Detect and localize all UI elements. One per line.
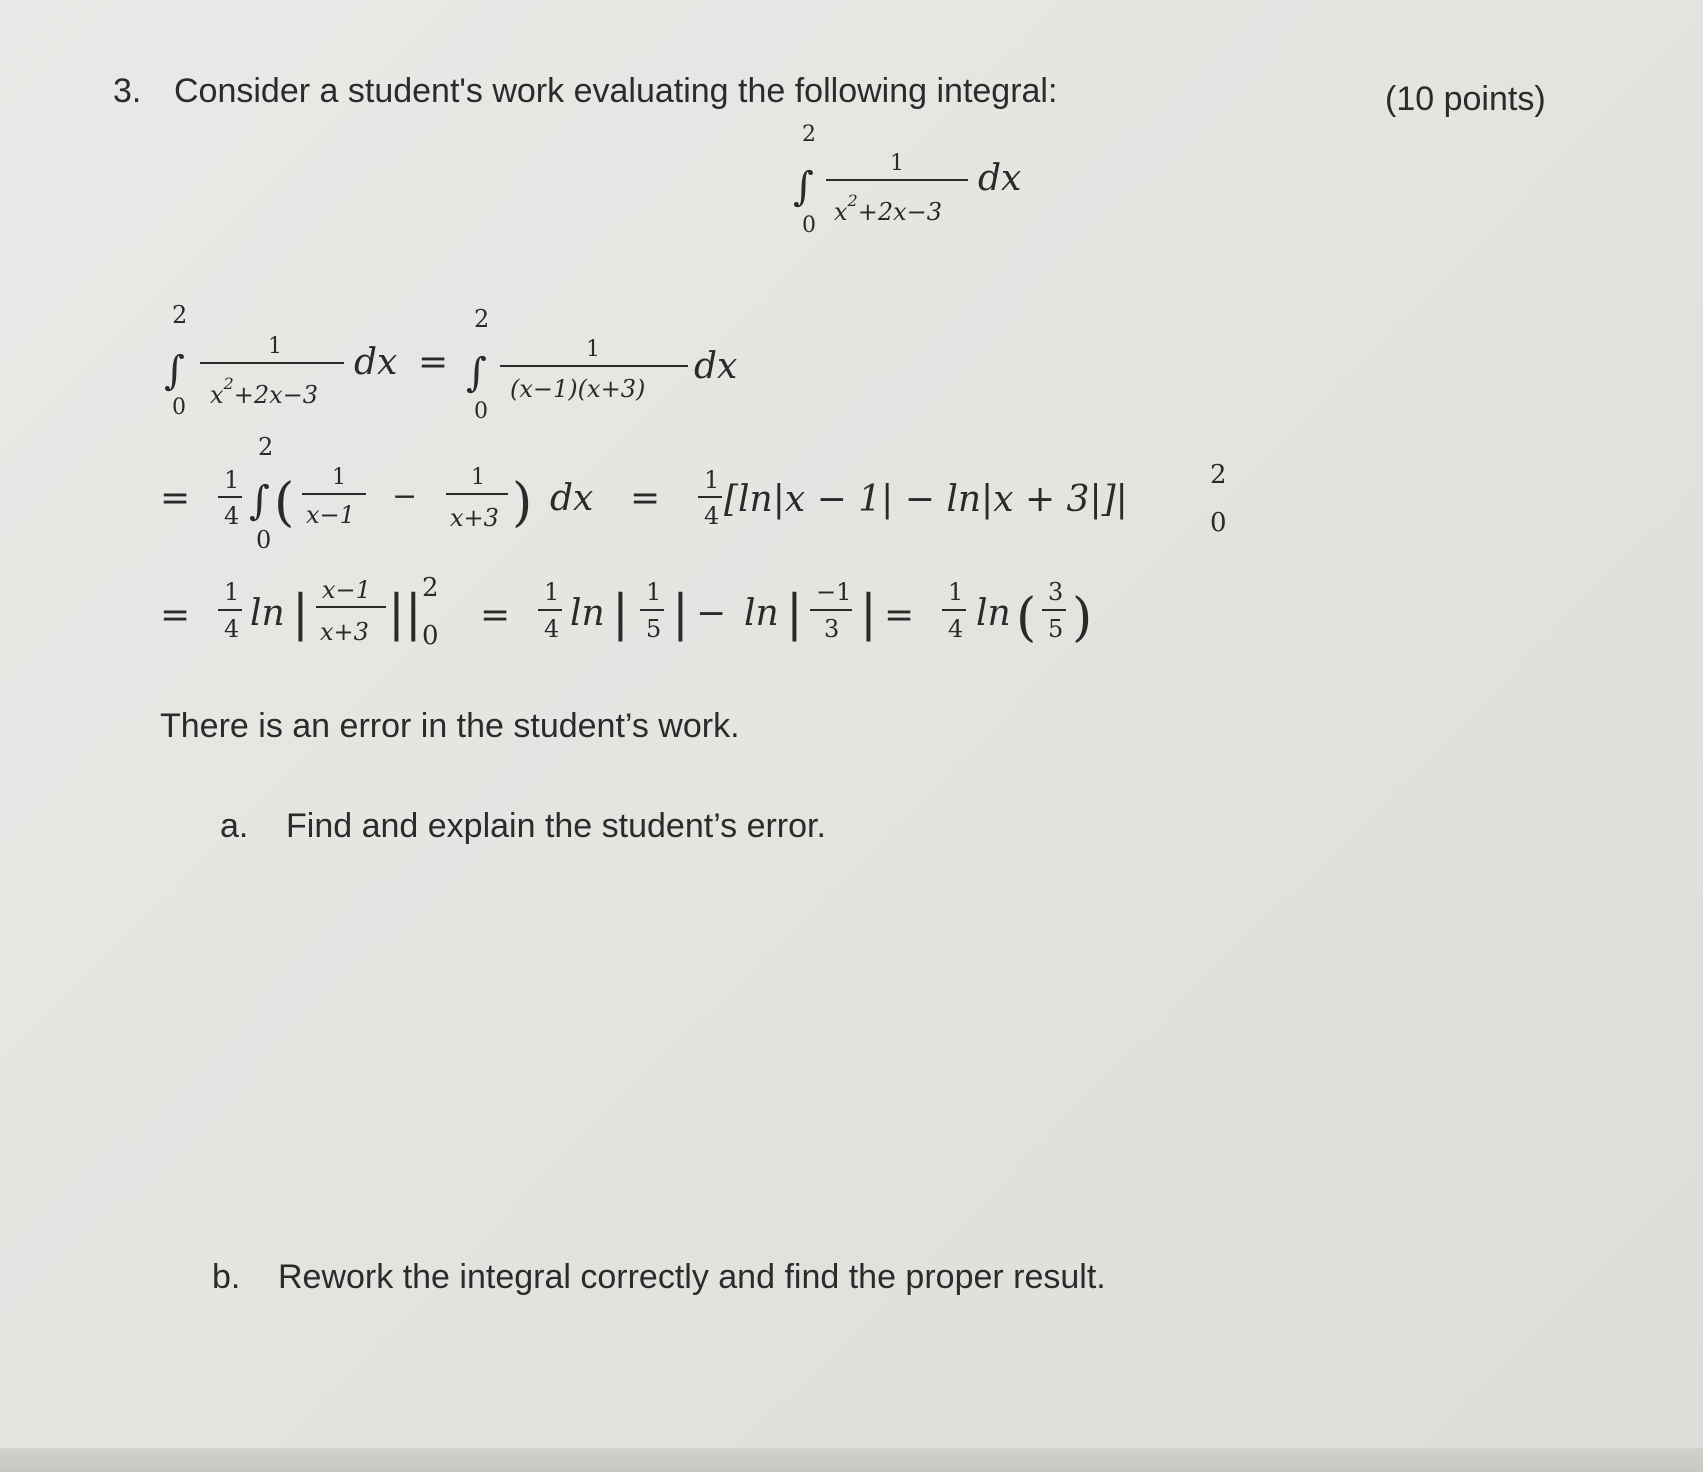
svg-text:dx: dx <box>694 346 738 387</box>
svg-text:=: = <box>418 342 449 383</box>
integral-sign-icon: ∫ <box>466 350 487 396</box>
svg-text:|: | <box>292 584 309 642</box>
integral-sign-icon: ∫ <box>249 478 270 524</box>
svg-text:0: 0 <box>1210 508 1227 538</box>
svg-text:x−1: x−1 <box>306 501 355 529</box>
svg-text:2: 2 <box>172 301 188 329</box>
svg-text:ln: ln <box>744 593 779 634</box>
lower-limit: 0 <box>802 213 816 238</box>
svg-text:1: 1 <box>268 334 282 359</box>
svg-text:0: 0 <box>474 399 488 424</box>
svg-text:4: 4 <box>224 502 240 530</box>
svg-text:0: 0 <box>422 621 439 651</box>
svg-text:0: 0 <box>256 526 272 554</box>
svg-text:ln: ln <box>976 593 1011 634</box>
svg-text:x+3: x+3 <box>320 618 369 646</box>
upper-limit: 2 <box>802 122 816 147</box>
svg-text:2: 2 <box>258 433 274 461</box>
svg-text:=: = <box>884 595 915 636</box>
svg-text:0: 0 <box>172 395 186 420</box>
svg-text:|: | <box>786 584 803 642</box>
svg-text:1: 1 <box>948 578 964 606</box>
svg-text:): ) <box>1072 588 1093 648</box>
svg-text:|: | <box>672 584 689 642</box>
part-a-label: a. <box>220 807 249 845</box>
svg-text:1: 1 <box>471 465 485 490</box>
svg-text:=: = <box>630 478 661 519</box>
svg-text:2: 2 <box>422 573 439 603</box>
svg-text:4: 4 <box>948 615 964 643</box>
svg-text:−: − <box>696 593 727 634</box>
svg-text:4: 4 <box>224 615 240 643</box>
svg-text:|: | <box>860 584 877 642</box>
svg-text:x+3: x+3 <box>450 504 499 532</box>
work-line-1 <box>164 301 737 424</box>
problem-points: (10 points) <box>1385 80 1546 118</box>
given-integral <box>793 122 1021 238</box>
svg-text:x2+2x−3: $x^2+2x-3$ <box>210 374 319 409</box>
svg-text:2: 2 <box>474 305 490 333</box>
work-line-3 <box>160 573 1092 651</box>
svg-text:(: ( <box>1016 588 1037 648</box>
svg-text:(x−1)(x+3): (x−1)(x+3) <box>510 375 646 403</box>
svg-text:1: 1 <box>224 466 240 494</box>
svg-text:4: 4 <box>544 615 560 643</box>
svg-text:(: ( <box>274 473 295 533</box>
svg-text:1: 1 <box>646 578 662 606</box>
problem-number: 3. <box>113 72 142 110</box>
integrand-numerator: 1 <box>890 151 904 176</box>
svg-text:=: = <box>480 595 511 636</box>
svg-text:3: 3 <box>1048 578 1064 606</box>
svg-text:3: 3 <box>824 615 840 643</box>
svg-text:||: || <box>388 584 422 642</box>
svg-text:5: 5 <box>646 615 662 643</box>
svg-text:2: 2 <box>1210 460 1227 490</box>
part-a-text: Find and explain the student’s error. <box>286 807 826 845</box>
differential: dx <box>978 158 1022 199</box>
svg-text:dx: dx <box>550 478 594 519</box>
svg-text:ln: ln <box>570 593 605 634</box>
svg-text:−: − <box>392 479 418 514</box>
error-statement: There is an error in the student’s work. <box>160 707 740 745</box>
svg-text:−1: −1 <box>816 578 852 606</box>
integral-sign-icon: ∫ <box>164 348 185 394</box>
integrand-denominator: $x^2+2x-3$ <box>834 191 943 226</box>
svg-text:1: 1 <box>224 578 240 606</box>
work-line-2 <box>160 433 1227 554</box>
svg-text:5: 5 <box>1048 615 1064 643</box>
svg-text:1: 1 <box>332 465 346 490</box>
svg-text:dx: dx <box>354 342 398 383</box>
svg-text:): ) <box>512 473 533 533</box>
part-b-text: Rework the integral correctly and find the proper result. <box>278 1258 1106 1296</box>
svg-text:=: = <box>160 595 191 636</box>
svg-text:=: = <box>160 478 191 519</box>
integral-sign-icon: ∫ <box>793 164 814 210</box>
svg-text:4: 4 <box>704 502 720 530</box>
part-b-label: b. <box>212 1258 241 1296</box>
svg-text:1: 1 <box>704 466 720 494</box>
svg-text:1: 1 <box>586 337 600 362</box>
problem-prompt: Consider a student's work evaluating the following integral: <box>174 72 1058 110</box>
svg-text:x−1: x−1 <box>322 576 371 604</box>
svg-text:[ln|x − 1| − ln|x + 3|]|: [ln|x − 1| − ln|x + 3|]| <box>724 479 1128 520</box>
svg-text:1: 1 <box>544 578 560 606</box>
page-bottom-edge <box>0 1448 1703 1472</box>
svg-text:ln: ln <box>250 593 285 634</box>
svg-text:|: | <box>612 584 629 642</box>
